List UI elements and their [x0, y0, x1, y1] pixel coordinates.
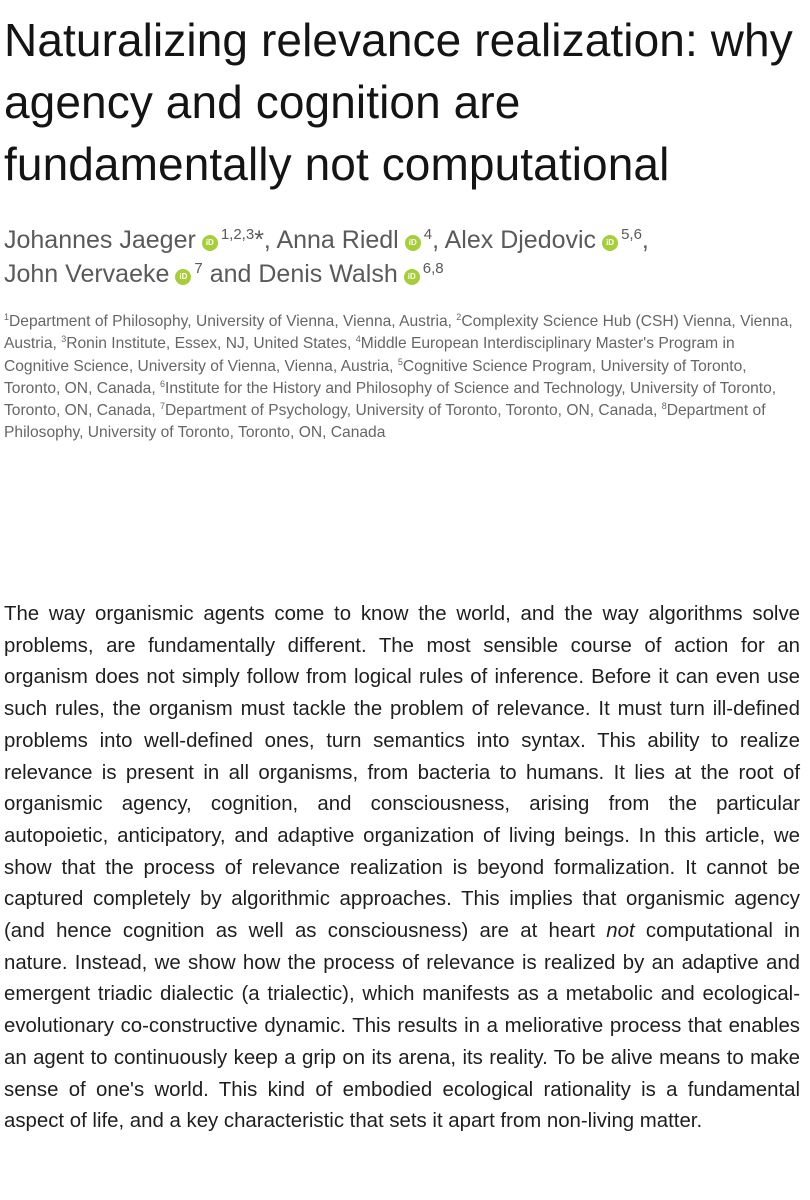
author-affiliation-marks: 7 — [194, 260, 203, 277]
author-entry — [276, 226, 432, 254]
affiliation-number: 3 — [61, 334, 67, 345]
author-entry — [258, 260, 443, 288]
author-separator: , — [641, 226, 649, 254]
affiliation-text: Ronin Institute, Essex, NJ, United States, — [66, 335, 356, 353]
article-title: Naturalizing relevance realization: why agency and cognition are fundamentally not computational — [4, 14, 793, 190]
author-separator: and — [202, 260, 259, 288]
abstract-emphasis: not — [606, 920, 635, 943]
orcid-icon[interactable]: iD — [405, 235, 421, 251]
affiliation-number: 1 — [4, 312, 10, 322]
affiliation-number: 2 — [456, 312, 462, 322]
affiliation-text: Cognitive Science Program, University of Toronto, Toronto, ON, Canada, — [4, 357, 747, 397]
author-separator: , — [432, 226, 445, 254]
author-name[interactable]: John Vervaeke — [4, 260, 170, 288]
author-affiliation-marks: 4 — [423, 226, 433, 243]
author-name[interactable]: Johannes Jaeger — [4, 226, 196, 254]
affiliations — [4, 311, 794, 445]
author-entry — [4, 226, 264, 254]
abstract-text-part2: computational in nature. Instead, we show how the process of relevance is realized by an adaptive and emergent triadic dialectic (a trialectic), which manifests as a metabolic and ecological-evolutionary co-constructive dynamic. This results in a meliorative process that enables an agent to continuously keep a grip on its arena, its reality. To be alive means to make sense of one's world. This kind of embodied ecological rationality is a fundamental aspect of life, and a key characteristic that sets it apart from non-living matter. — [4, 920, 801, 1133]
author-name[interactable]: Denis Walsh — [258, 260, 398, 288]
affiliation-text: Middle European Interdisciplinary Master's Program in Cognitive Science, University of Vienna, Vienna, Austria, — [4, 335, 735, 375]
affiliation-text: Department of Philosophy, University of Vienna, Vienna, Austria, — [9, 313, 457, 330]
orcid-icon[interactable]: iD — [175, 269, 191, 285]
affiliation-text: Department of Psychology, University of Toronto, Toronto, ON, Canada, — [165, 402, 662, 420]
affiliation-number: 5 — [397, 356, 403, 367]
orcid-icon[interactable]: iD — [602, 235, 618, 251]
article-header — [4, 0, 801, 1133]
author-name[interactable]: Alex Djedovic — [444, 226, 597, 254]
orcid-icon[interactable]: iD — [202, 235, 218, 251]
affiliation-text: Complexity Science Hub (CSH) Vienna, Vienna, Austria, — [4, 313, 793, 353]
affiliation-number: 6 — [160, 378, 166, 389]
affiliation-number: 4 — [355, 334, 361, 345]
author-separator: , — [263, 226, 277, 254]
abstract — [4, 599, 800, 1138]
author-affiliation-marks: 1,2,3 — [220, 226, 255, 243]
orcid-icon[interactable]: iD — [404, 269, 420, 285]
affiliation-number: 8 — [661, 401, 667, 412]
author-list — [4, 223, 800, 291]
abstract-text-part1: The way organismic agents come to know the world, and the way algorithms solve problems, are fundamentally different. The most sensible course of action for an organism does not simply follow from logical rules of inference. Before it can even use such rules, the organism must tackle the problem of relevance. It must turn ill-defined problems into well-defined ones, turn semantics into syntax. This ability to realize relevance is present in all organisms, from bacteria to humans. It lies at the root of organismic agency, cognition, and consciousness, arising from the particular autopoietic, anticipatory, and adaptive organization of living beings. In this article, we show that the process of relevance realization is beyond formalization. It cannot be captured completely by algorithmic approaches. This implies that organismic agency (and hence cognition as well as consciousness) are at heart — [4, 603, 800, 943]
author-affiliation-marks: 6,8 — [422, 260, 444, 277]
author-entry — [4, 260, 203, 288]
affiliation-text: Institute for the History and Philosophy of Science and Technology, University of Toronto, Toronto, ON, Canada, — [4, 379, 777, 420]
author-affiliation-marks: 5,6 — [621, 226, 642, 243]
affiliation-text: Department of Philosophy, University of Toronto, Toronto, ON, Canada — [4, 402, 766, 442]
author-name[interactable]: Anna Riedl — [276, 226, 399, 254]
author-entry — [445, 226, 642, 254]
corresponding-author-mark: * — [254, 226, 264, 254]
affiliation-number: 7 — [160, 401, 166, 412]
